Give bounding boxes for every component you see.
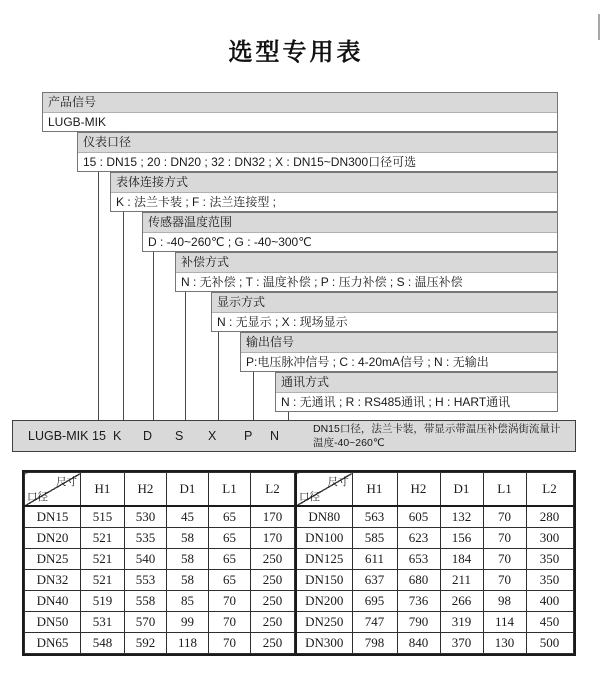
dimension-value-cell: 130: [483, 633, 526, 654]
diameter-cell: DN125: [296, 549, 352, 570]
dimension-value-cell: 637: [352, 570, 397, 591]
corner-label-size: 尺寸: [56, 477, 77, 488]
cascade-box-meter-diameter: [77, 132, 558, 172]
cascade-options: N : 无通讯 ; R : RS485通讯 ; H : HART通讯: [281, 395, 511, 409]
dimension-value-cell: 400: [526, 591, 573, 612]
cascade-label: 输出信号: [241, 333, 557, 353]
cascade-box-display-mode: [211, 292, 558, 332]
cascade-options: 15 : DN15 ; 20 : DN20 ; 32 : DN32 ; X : DN15~DN300口径可选: [83, 155, 417, 169]
model-prefix: LUGB-MIK: [28, 429, 89, 443]
cascade-options: P:电压脉冲信号 ; C : 4-20mA信号 ; N : 无输出: [246, 355, 489, 369]
dimension-value-cell: 250: [251, 591, 295, 612]
dimension-value-cell: 623: [397, 528, 440, 549]
dimension-value-cell: 350: [526, 570, 573, 591]
dimension-table-left: [24, 472, 295, 654]
diameter-cell: DN15: [25, 506, 81, 528]
dimension-value-cell: 531: [81, 612, 125, 633]
leader-line-display: [218, 332, 219, 420]
corner-label-size: 尺寸: [327, 477, 349, 488]
table-row: [296, 591, 573, 612]
table-row: [25, 570, 295, 591]
col-header-l2: L2: [251, 473, 295, 507]
dimension-value-cell: 99: [167, 612, 209, 633]
table-row: [25, 612, 295, 633]
model-code-compensation: S: [175, 429, 184, 443]
dimension-value-cell: 611: [352, 549, 397, 570]
col-header-h1: H1: [81, 473, 125, 507]
col-header-l1: L1: [483, 473, 526, 507]
cascade-label: 传感器温度范围: [143, 213, 557, 233]
dimension-value-cell: 250: [251, 570, 295, 591]
dimension-value-cell: 70: [483, 528, 526, 549]
dimension-value-cell: 250: [251, 612, 295, 633]
dimension-value-cell: 250: [251, 633, 295, 654]
table-row: [25, 591, 295, 612]
dimension-value-cell: 211: [440, 570, 483, 591]
dimension-value-cell: 184: [440, 549, 483, 570]
dimension-value-cell: 585: [352, 528, 397, 549]
example-description: [313, 423, 575, 450]
dimension-value-cell: 563: [352, 506, 397, 528]
example-description-line1: DN15口径，法兰卡装，带显示带温压补偿涡街流量计: [313, 423, 561, 435]
cascade-options: N : 无显示 ; X : 现场显示: [217, 315, 348, 329]
dimension-value-cell: 519: [81, 591, 125, 612]
dimension-value-cell: 70: [209, 612, 251, 633]
model-code-connection: K: [113, 429, 122, 443]
col-header-d1: D1: [167, 473, 209, 507]
cascade-box-product-signal: [42, 92, 558, 132]
dimension-value-cell: 605: [397, 506, 440, 528]
dimension-value-cell: 85: [167, 591, 209, 612]
dimension-value-cell: 548: [81, 633, 125, 654]
col-header-l1: L1: [209, 473, 251, 507]
dimension-value-cell: 695: [352, 591, 397, 612]
table-row: [296, 612, 573, 633]
model-code-display: X: [208, 429, 217, 443]
dimension-value-cell: 58: [167, 570, 209, 591]
dimension-value-cell: 840: [397, 633, 440, 654]
dimension-value-cell: 370: [440, 633, 483, 654]
dimension-value-cell: 540: [125, 549, 167, 570]
dimension-value-cell: 736: [397, 591, 440, 612]
dimension-value-cell: 65: [209, 570, 251, 591]
diameter-cell: DN300: [296, 633, 352, 654]
dimension-value-cell: 70: [483, 549, 526, 570]
cascade-box-sensor-temp-range: [142, 212, 558, 252]
leader-line-output: [253, 372, 254, 420]
diameter-cell: DN25: [25, 549, 81, 570]
col-header-h1: H1: [352, 473, 397, 507]
table-row: [25, 549, 295, 570]
leader-line-connection: [123, 212, 124, 420]
dimension-value-cell: 266: [440, 591, 483, 612]
col-header-h2: H2: [125, 473, 167, 507]
dimension-value-cell: 170: [251, 528, 295, 549]
diameter-cell: DN50: [25, 612, 81, 633]
dimension-value-cell: 98: [483, 591, 526, 612]
dimension-value-cell: 250: [251, 549, 295, 570]
dimension-value-cell: 530: [125, 506, 167, 528]
dimension-value-cell: 747: [352, 612, 397, 633]
dimension-value-cell: 521: [81, 528, 125, 549]
dimension-value-cell: 156: [440, 528, 483, 549]
dimension-value-cell: 118: [167, 633, 209, 654]
diameter-cell: DN80: [296, 506, 352, 528]
leader-line-temp-range: [153, 252, 154, 420]
table-row: [296, 528, 573, 549]
dimension-value-cell: 680: [397, 570, 440, 591]
table-row: [296, 570, 573, 591]
cascade-box-body-connection: [110, 172, 558, 212]
dimension-value-cell: 515: [81, 506, 125, 528]
cascade-label: 显示方式: [212, 293, 557, 313]
dimension-value-cell: 535: [125, 528, 167, 549]
dimension-value-cell: 58: [167, 528, 209, 549]
model-code-diameter: 15: [92, 429, 106, 443]
cascade-label: 表体连接方式: [111, 173, 557, 193]
leader-line-diameter: [98, 172, 99, 420]
model-code-output: P: [244, 429, 253, 443]
corner-cell: [296, 473, 352, 507]
dimension-value-cell: 280: [526, 506, 573, 528]
diameter-cell: DN200: [296, 591, 352, 612]
dimension-table: [22, 470, 576, 656]
cascade-options: K : 法兰卡装 ; F : 法兰连接型 ;: [116, 195, 277, 209]
dimension-value-cell: 798: [352, 633, 397, 654]
dimension-value-cell: 450: [526, 612, 573, 633]
table-row: [296, 549, 573, 570]
table-row: [25, 528, 295, 549]
dimension-value-cell: 65: [209, 549, 251, 570]
dimension-value-cell: 350: [526, 549, 573, 570]
dimension-value-cell: 65: [209, 528, 251, 549]
dimension-value-cell: 65: [209, 506, 251, 528]
leader-line-compensation: [185, 292, 186, 420]
dimension-value-cell: 170: [251, 506, 295, 528]
col-header-l2: L2: [526, 473, 573, 507]
corner-label-diameter: 口径: [299, 492, 320, 503]
table-row: [25, 506, 295, 528]
diameter-cell: DN65: [25, 633, 81, 654]
dimension-value-cell: 521: [81, 570, 125, 591]
cascade-box-output-signal: [240, 332, 558, 372]
dimension-value-cell: 70: [483, 570, 526, 591]
page-edge-mark: [598, 14, 600, 40]
cascade-box-communication: [275, 372, 558, 412]
dimension-value-cell: 132: [440, 506, 483, 528]
cascade-options: N : 无补偿 ; T : 温度补偿 ; P : 压力补偿 ; S : 温压补偿: [181, 275, 463, 289]
dimension-value-cell: 70: [209, 633, 251, 654]
diameter-cell: DN32: [25, 570, 81, 591]
dimension-value-cell: 70: [209, 591, 251, 612]
dimension-value-cell: 45: [167, 506, 209, 528]
dimension-value-cell: 592: [125, 633, 167, 654]
corner-label-diameter: 口径: [27, 492, 48, 503]
page-title: 选型专用表: [228, 39, 364, 66]
cascade-label: 补偿方式: [176, 253, 557, 273]
header-row: [25, 473, 295, 507]
table-row: [25, 633, 295, 654]
dimension-value-cell: 300: [526, 528, 573, 549]
col-header-d1: D1: [440, 473, 483, 507]
example-model-box: [12, 420, 576, 452]
cascade-options: D : -40~260℃ ; G : -40~300℃: [148, 235, 312, 249]
dimension-value-cell: 558: [125, 591, 167, 612]
table-row: [296, 633, 573, 654]
cascade-box-compensation: [175, 252, 558, 292]
header-row: [296, 473, 573, 507]
dimension-value-cell: 653: [397, 549, 440, 570]
diameter-cell: DN20: [25, 528, 81, 549]
model-code-temp-range: D: [143, 429, 153, 443]
diameter-cell: DN40: [25, 591, 81, 612]
cascade-label: 通讯方式: [276, 373, 557, 393]
cascade-options: LUGB-MIK: [48, 115, 107, 129]
leader-line-communication: [288, 412, 289, 420]
dimension-value-cell: 521: [81, 549, 125, 570]
diameter-cell: DN150: [296, 570, 352, 591]
dimension-table-right: [295, 472, 574, 654]
cascade-label: 仪表口径: [78, 133, 557, 153]
dimension-value-cell: 790: [397, 612, 440, 633]
dimension-value-cell: 500: [526, 633, 573, 654]
diameter-cell: DN250: [296, 612, 352, 633]
example-description-line2: 温度-40~260℃: [313, 436, 385, 449]
table-row: [296, 506, 573, 528]
cascade-label: 产品信号: [43, 93, 557, 113]
col-header-h2: H2: [397, 473, 440, 507]
dimension-value-cell: 58: [167, 549, 209, 570]
dimension-value-cell: 70: [483, 506, 526, 528]
corner-cell: [25, 473, 81, 507]
dimension-value-cell: 319: [440, 612, 483, 633]
model-code-communication: N: [270, 429, 280, 443]
diameter-cell: DN100: [296, 528, 352, 549]
dimension-value-cell: 570: [125, 612, 167, 633]
dimension-value-cell: 114: [483, 612, 526, 633]
dimension-value-cell: 553: [125, 570, 167, 591]
